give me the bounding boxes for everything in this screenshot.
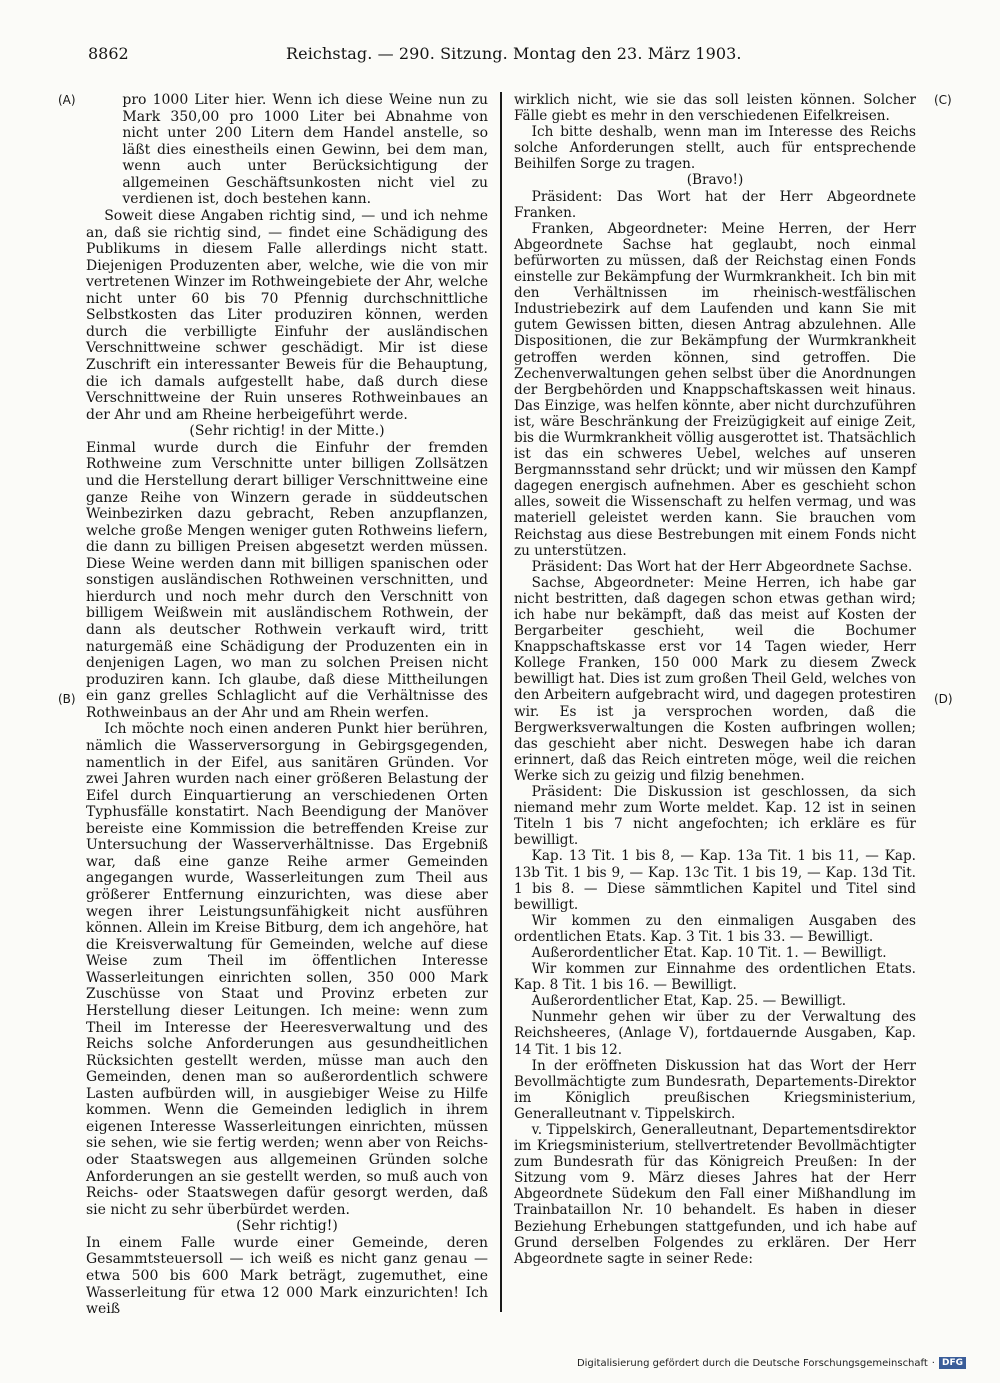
paragraph: Außerordentlicher Etat, Kap. 25. — Bewilligt. xyxy=(531,993,847,1010)
right-column xyxy=(514,92,916,1267)
running-title: Reichstag. — 290. Sitzung. Montag den 23. März 1903. xyxy=(286,44,742,63)
margin-marker-a: (A) xyxy=(58,93,76,107)
margin-marker-b: (B) xyxy=(58,692,76,706)
speaker-paragraph: Franken, Abgeordneter: Meine Herren, der Herr Abgeordnete Sachse hat geglaubt, noch einmal befürworten zu müssen, daß der Reichstag einen Fonds einstelle zur Bekämpfung der Wurmkrankheit. Ich bin mit den Verhältnissen im rheinisch-westfälischen Industriebezirk auf dem Laufenden und kann Sie mit gutem Gewissen bitten, diesen Antrag abzulehnen. Alle Dispositionen, die zur Bekämpfung der Wurmkrankheit getroffen werden können, sind getroffen. Die Zechenverwaltungen gehen selbst über die Anordnungen der Bergbehörden und Knappschaftskassen weit hinaus. Das Einzige, was helfen könnte, aber nicht durchzuführen ist, wäre Beschränkung der Freizügigkeit auf einige Zeit, bis die Wurmkrankheit völlig ausgerottet ist. Thatsächlich ist das ein schweres Uebel, welches auf unseren Bergmannsstand sehr drückt; und wir müssen den Kampf dagegen energisch aufnehmen. Aber es geschieht schon alles, soweit die Wissenschaft zu helfen vermag, und was materiell geleistet werden kann. Sie brauchen vom Reichstag aus diese Bestrebungen mit einem Fonds nicht zu unterstützen. xyxy=(514,220,916,559)
page-header xyxy=(88,44,920,68)
paragraph: In der eröffneten Diskussion hat das Wort der Herr Bevollmächtigte zum Bundesrath, Departements-Direktor im Königlich preußischen Kriegsministerium, Generalleutnant v. Tippelskirch. xyxy=(514,1057,916,1122)
speaker-paragraph: Präsident: Die Diskussion ist geschlossen, da sich niemand mehr zum Worte meldet. Kap. 12 ist in seinen Titeln 1 bis 7 nicht angefochten; ich erkläre es für bewilligt. xyxy=(514,784,916,849)
paragraph: Außerordentlicher Etat. Kap. 10 Tit. 1. — Bewilligt. xyxy=(531,944,887,961)
interjection: (Bravo!) xyxy=(686,172,744,189)
paragraph: Nunmehr gehen wir über zu der Verwaltung des Reichsheeres, (Anlage V), fortdauernde Ausgaben, Kap. 14 Tit. 1 bis 12. xyxy=(514,1009,916,1058)
left-column xyxy=(86,92,488,1318)
paragraph: Soweit diese Angaben richtig sind, — und ich nehme an, daß sie richtig sind, — findet eine Schädigung des Publikums in diesem Falle allerdings nicht statt. Diejenigen Produzenten aber, welche, wie die von mir vertretenen Winzer im Rothweingebiete der Ahr, welche nicht unter 60 bis 70 Pfennig durchschnittliche Selbstkosten das Liter produziren können, werden durch die verbilligte Einfuhr der ausländischen Verschnittweine schwer geschädigt. Mir ist diese Zuschrift ein interessanter Beweis für die Behauptung, die ich damals aufgestellt habe, daß durch diese Verschnittweine der Ruin unseres Rothweinbaues an der Ahr und am Rheine herbeigeführt werde. xyxy=(86,207,488,423)
margin-marker-d: (D) xyxy=(934,692,953,706)
page-number: 8862 xyxy=(88,44,129,63)
funding-note: Digitalisierung gefördert durch die Deutsche Forschungsgemeinschaft xyxy=(576,1357,928,1369)
interjection: (Sehr richtig! in der Mitte.) xyxy=(189,423,385,440)
column-divider xyxy=(500,92,502,1312)
speaker-paragraph: Sachse, Abgeordneter: Meine Herren, ich habe gar nicht bestritten, daß dagegen schon etwas gethan wird; ich habe nur bekämpft, daß das meist auf Kosten der Bergarbeiter geschieht, weil die Bochumer Knappschaftskasse erst vor 14 Tagen wieder, Herr Kollege Franken, 150 000 Mark zu diesem Zweck bewilligt hat. Dies ist zum großen Theil Geld, welches von den Arbeitern aufgebracht wird, und dagegen protestiren wir. Es ist ja versprochen worden, daß die Bergwerksverwaltungen die Kosten aufbringen wollen; das geschieht aber nicht. Deswegen habe ich daran erinnert, daß das Reich eintreten möge, weil die reichen Werke sich zu geizig und filzig benehmen. xyxy=(514,574,916,784)
paragraph: In einem Falle wurde einer Gemeinde, deren Gesammtsteuersoll — ich weiß es nicht ganz genau — etwa 500 bis 600 Mark beträgt, zugemuthet, eine Wasserleitung für etwa 12 000 Mark einzurichten! Ich weiß xyxy=(86,1234,488,1318)
paragraph: Einmal wurde durch die Einfuhr der fremden Rothweine zum Verschnitte unter billigen Zollsätzen und die Herstellung derart billiger Verschnittweine eine ganze Reihe von Winzern gerade in süddeutschen Weinbezirken dazu gebracht, Reben anzupflanzen, welche große Mengen weniger guten Rothweins liefern, die dann zu billigen Preisen abgesetzt werden müssen. Diese Weine werden dann mit billigen spanischen oder sonstigen ausländischen Rothweinen verschnitten, und hierdurch und noch mehr durch den Verschnitt von billigem Weißwein mit ausländischem Rothwein, der dann als deutscher Rothwein verkauft wird, tritt naturgemäß eine Schädigung der Produzenten ein in denjenigen Lagen, wo man zu solchen Preisen nicht produziren kann. Ich glaube, daß diese Mittheilungen ein ganz grelles Schlaglicht auf die Verhältnisse des Rothweinbaus an der Ahr und am Rhein werfen. xyxy=(86,439,488,721)
speaker-paragraph: v. Tippelskirch, Generalleutnant, Departementsdirektor im Kriegsministerium, stellvertretender Bevollmächtigter zum Bundesrath für das Königreich Preußen: In der Sitzung vom 9. März dieses Jahres hat der Herr Abgeordnete Südekum den Fall einer Mißhandlung im Trainbataillon Nr. 10 behandelt. Es haben in dieser Beziehung Erhebungen stattgefunden, und ich habe auf Grund derselben Folgendes zu erklären. Der Herr Abgeordnete sagte in seiner Rede: xyxy=(514,1122,916,1267)
margin-marker-c: (C) xyxy=(934,93,952,107)
paragraph: Ich möchte noch einen anderen Punkt hier berühren, nämlich die Wasserversorgung in Gebirgsgegenden, namentlich in der Eifel, aus sanitären Gründen. Vor zwei Jahren wurden nach einer größeren Belastung der Eifel durch Einquartierung an verschiedenen Orten Typhusfälle konstatirt. Nach Beendigung der Manöver bereiste eine Kommission die betreffenden Kreise zur Untersuchung der Wasserverhältnisse. Das Ergebniß war, daß eine ganze Reihe armer Gemeinden angegangen wurde, Wasserleitungen zum Theil aus größerer Entfernung einzurichten, was diese aber wegen ihrer Leistungsunfähigkeit nicht ausführen können. Allein im Kreise Bitburg, dem ich angehöre, hat die Kreisverwaltung für Gemeinden, welche auf diese Weise zum Theil im öffentlichen Interesse Wasserleitungen einrichten sollen, 350 000 Mark Zuschüsse von Staat und Provinz erbeten zur Herstellung dieser Leitungen. Ich meine: wenn zum Theil im Interesse der Heeresverwaltung und des Reichs solche Anforderungen aus gesundheitlichen Rücksichten gestellt werden, müsse man auch den Gemeinden, denen man so außerordentlich schwere Lasten aufbürden will, in ausgiebiger Weise zu Hilfe kommen. Wenn die Gemeinden lediglich in ihrem eigenen Interesse Wasserleitungen einrichten, müssen sie sehen, wie sie fertig werden; wenn aber von Reichs- oder Staatswegen aus allgemeinen Gründen solche Anforderungen an sie gestellt werden, so muß auch von Reichs- oder Staatswegen dafür gesorgt werden, daß sie nicht zu sehr überbürdet werden. xyxy=(86,721,488,1218)
footer: Digitalisierung gefördert durch die Deutsche Forschungsgemeinschaft · DFG xyxy=(577,1357,966,1369)
speaker-paragraph: Präsident: Das Wort hat der Herr Abgeordnete Franken. xyxy=(514,188,916,221)
paragraph: pro 1000 Liter hier. Wenn ich diese Weine nun zu Mark 350,00 pro 1000 Liter bei Abnahme von nicht unter 200 Litern dem Handel anstelle, so läßt dies einestheils einen Gewinn, bei dem man, wenn auch unter Berücksichtigung der allgemeinen Geschäftsunkosten nicht viel zu verdienen ist, doch bestehen kann. xyxy=(122,92,488,208)
paragraph: Ich bitte deshalb, wenn man im Interesse des Reichs solche Anforderungen stellt, auch für entsprechende Beihilfen Sorge zu tragen. xyxy=(514,124,916,173)
paragraph: Kap. 13 Tit. 1 bis 8, — Kap. 13a Tit. 1 bis 11, — Kap. 13b Tit. 1 bis 9, — Kap. 13c Tit. 1 bis 19, — Kap. 13d Tit. 1 bis 8. — Diese sämmtlichen Kapitel und Titel sind bewilligt. xyxy=(514,848,916,913)
paragraph: Wir kommen zur Einnahme des ordentlichen Etats. Kap. 8 Tit. 1 bis 16. — Bewilligt. xyxy=(514,961,916,994)
speaker-paragraph: Präsident: Das Wort hat der Herr Abgeordnete Sachse. xyxy=(531,558,913,575)
dfg-logo: DFG xyxy=(939,1357,966,1369)
paragraph: wirklich nicht, wie sie das soll leisten können. Solcher Fälle giebt es mehr in den verschiedenen Eifelkreisen. xyxy=(514,92,916,125)
interjection: (Sehr richtig!) xyxy=(236,1218,338,1235)
paragraph: Wir kommen zu den einmaligen Ausgaben des ordentlichen Etats. Kap. 3 Tit. 1 bis 33. — Bewilligt. xyxy=(514,912,916,945)
